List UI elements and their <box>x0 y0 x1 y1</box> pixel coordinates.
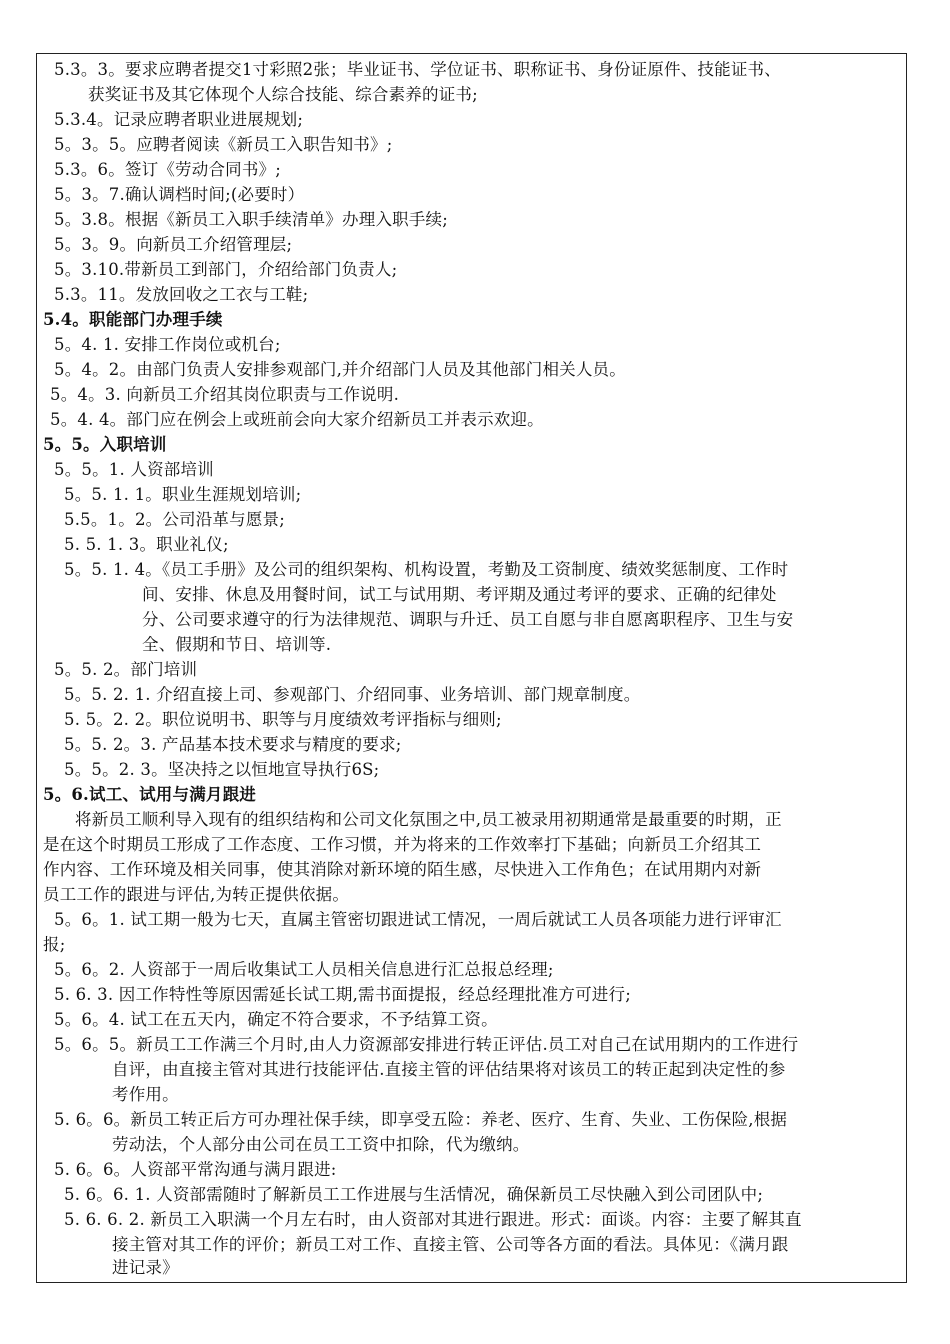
text-line: 获奖证书及其它体现个人综合技能、综合素养的证书; <box>88 85 478 104</box>
text-line: 5.3。6。签订《劳动合同书》; <box>54 160 281 179</box>
text-line: 5.3.4。记录应聘者职业进展规划; <box>54 110 304 129</box>
text-line: 进记录》 <box>112 1258 179 1277</box>
text-line: 5。6。5。新员工工作满三个月时,由人力资源部安排进行转正评估.员工对自己在试用期内的工作进行 <box>54 1035 799 1054</box>
text-line: 5。6。4. 试工在五天内，确定不符合要求，不予结算工资。 <box>54 1010 498 1029</box>
text-line: 5。4. 1. 安排工作岗位或机台; <box>54 335 281 354</box>
text-line: 5。3.8。根据《新员工入职手续清单》办理入职手续; <box>54 210 448 229</box>
text-line: 自评，由直接主管对其进行技能评估.直接主管的评估结果将对该员工的转正起到决定性的参 <box>112 1060 786 1079</box>
text-line: 报; <box>43 935 66 954</box>
text-line: 5。5. 1. 4。《员工手册》及公司的组织架构、机构设置，考勤及工资制度、绩效奖惩制度、工作时 <box>64 560 789 579</box>
text-line: 5.3。3。要求应聘者提交1寸彩照2张；毕业证书、学位证书、职称证书、身份证原件、技能证书、 <box>54 60 781 79</box>
text-line: 5。4. 4。部门应在例会上或班前会向大家介绍新员工并表示欢迎。 <box>50 410 544 429</box>
text-line: 全、假期和节日、培训等. <box>142 635 332 654</box>
text-line: 5。5. 1. 1。职业生涯规划培训; <box>64 485 302 504</box>
text-line: 5。4。3. 向新员工介绍其岗位职责与工作说明. <box>50 385 400 404</box>
text-line: 5。4。2。由部门负责人安排参观部门,并介绍部门人员及其他部门相关人员。 <box>54 360 626 379</box>
text-line: 5. 6。6。人资部平常沟通与满月跟进: <box>54 1160 337 1179</box>
text-line: 员工工作的跟进与评估,为转正提供依据。 <box>43 885 350 904</box>
text-line: 分、公司要求遵守的行为法律规范、调职与升迁、员工自愿与非自愿离职程序、卫生与安 <box>142 610 794 629</box>
text-line: 5. 6。6. 1. 人资部需随时了解新员工工作进展与生活情况，确保新员工尽快融入到公司团队中; <box>64 1185 764 1204</box>
text-line: 5。6。1. 试工期一般为七天，直属主管密切跟进试工情况，一周后就试工人员各项能力进行评审汇 <box>54 910 782 929</box>
text-line: 劳动法，个人部分由公司在员工工资中扣除，代为缴纳。 <box>112 1135 530 1154</box>
text-line: 5。5. 2。部门培训 <box>54 660 198 679</box>
text-line: 5。3.10.带新员工到部门，介绍给部门负责人; <box>54 260 398 279</box>
text-line: 5. 6。6。新员工转正后方可办理社保手续，即享受五险：养老、医疗、生育、失业、工伤保险,根据 <box>54 1110 788 1129</box>
text-line: 5。5. 2。3. 产品基本技术要求与精度的要求; <box>64 735 402 754</box>
section-heading: 5。6.试工、试用与满月跟进 <box>43 785 257 804</box>
section-heading: 5.4。职能部门办理手续 <box>43 310 223 329</box>
text-line: 5。5. 2. 1. 介绍直接上司、参观部门、介绍同事、业务培训、部门规章制度。 <box>64 685 641 704</box>
text-line: 5。3。9。向新员工介绍管理层; <box>54 235 293 254</box>
text-line: 5.5。1。2。公司沿革与愿景; <box>64 510 285 529</box>
text-line: 间、安排、休息及用餐时间，试工与试用期、考评期及通过考评的要求、正确的纪律处 <box>142 585 777 604</box>
text-line: 5. 6. 3. 因工作特性等原因需延长试工期,需书面提报，经总经理批准方可进行; <box>54 985 631 1004</box>
text-line: 作内容、工作环境及相关同事，使其消除对新环境的陌生感，尽快进入工作角色；在试用期内对新 <box>43 860 762 879</box>
text-line: 5。5。1. 人资部培训 <box>54 460 214 479</box>
text-line: 5. 5. 1. 3。职业礼仪; <box>64 535 229 554</box>
section-heading: 5。5。入职培训 <box>43 435 167 454</box>
text-line: 5.3。11。发放回收之工衣与工鞋; <box>54 285 309 304</box>
text-line: 5。6。2. 人资部于一周后收集试工人员相关信息进行汇总报总经理; <box>54 960 554 979</box>
text-line: 5。3。5。应聘者阅读《新员工入职告知书》; <box>54 135 393 154</box>
text-line: 考作用。 <box>112 1085 179 1104</box>
text-line: 将新员工顺利导入现有的组织结构和公司文化氛围之中,员工被录用初期通常是最重要的时期，正 <box>75 810 782 829</box>
text-line: 是在这个时期员工形成了工作态度、工作习惯，并为将来的工作效率打下基础；向新员工介绍其工 <box>43 835 762 854</box>
text-line: 5。3。7.确认调档时间;(必要时） <box>54 185 305 204</box>
text-line: 接主管对其工作的评价；新员工对工作、直接主管、公司等各方面的看法。具体见：《满月跟 <box>112 1235 789 1254</box>
text-line: 5. 5。2. 2。职位说明书、职等与月度绩效考评指标与细则; <box>64 710 502 729</box>
text-line: 5. 6. 6. 2. 新员工入职满一个月左右时，由人资部对其进行跟进。形式：面谈。内容：主要了解其直 <box>64 1210 802 1229</box>
text-line: 5。5。2. 3。坚决持之以恒地宣导执行6S; <box>64 760 380 779</box>
